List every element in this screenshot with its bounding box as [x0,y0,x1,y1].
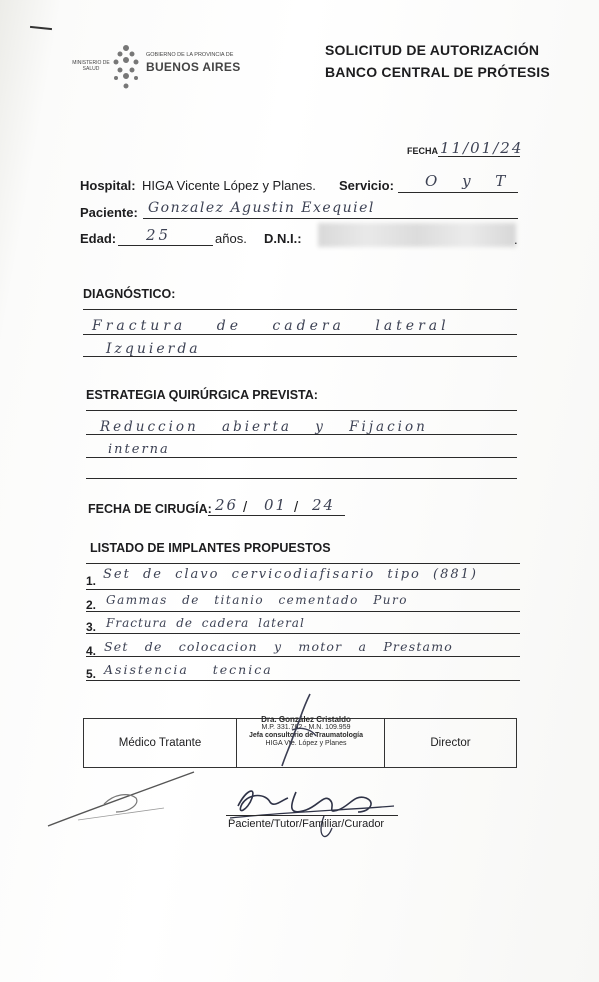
estrategia-label: ESTRATEGIA QUIRÚRGICA PREVISTA: [86,388,318,402]
faded-stamp-signature [44,764,204,834]
edad-label: Edad: [80,231,117,246]
implant-item: Fractura de cadera lateral [106,616,305,630]
implant-item: Asistencia tecnica [104,662,273,677]
implant-item: Set de clavo cervicodiafisario tipo (881) [103,567,478,582]
diagnostico-line-2: Izquierda [106,341,201,357]
medico-tratante-cell [84,719,237,768]
doctor-signature [272,690,332,770]
cirugia-month: 01 [264,496,288,514]
scan-mark [30,26,52,30]
implant-rule [86,589,520,590]
servicio-label: Servicio: [339,178,394,193]
government-label: GOBIERNO DE LA PROVINCIA DE [146,52,234,58]
paciente-underline [143,218,518,219]
servicio-value: O y T [425,172,516,190]
hospital-label: Hospital: [80,178,136,193]
hospital-value: HIGA Vicente López y Planes. [142,178,316,193]
estrategia-rule-4 [86,478,517,479]
implant-rule [86,633,520,634]
implant-rule [86,611,520,612]
implantes-rule-top [86,563,520,564]
stamp-hospital: HIGA Vte. López y Planes [265,740,347,747]
dni-redacted-value [318,223,516,247]
servicio-underline [398,192,518,193]
estrategia-rule-1 [86,410,517,411]
director-cell [385,719,517,768]
implant-rule [86,656,520,657]
estrategia-line-2: interna [108,442,170,457]
stamp-position: Jefa consultorio de Traumatología [249,732,363,739]
diagnostico-rule-2 [83,334,517,335]
edad-underline [118,245,213,246]
implant-number: 1. [86,574,97,588]
diagnostico-rule-1 [83,309,517,310]
patient-signature-label: Paciente/Tutor/Familiar/Curador [228,818,385,830]
implant-rule [86,680,520,681]
diagnostico-label: DIAGNÓSTICO: [83,287,176,301]
patient-signature-rule [226,815,398,816]
patient-signature [226,776,396,846]
implant-item: Set de colocacion y motor a Prestamo [104,639,453,654]
implant-number: 4. [86,644,97,658]
director-label: Director [430,737,471,749]
cirugia-sep-1: / [243,499,248,516]
estrategia-line-1: Reduccion abierta y Fijacion [100,419,428,435]
dni-label: D.N.I.: [264,231,302,246]
implantes-label: LISTADO DE IMPLANTES PROPUESTOS [90,541,331,555]
cirugia-day: 26 [215,496,239,514]
implant-number: 2. [86,598,97,612]
cirugia-sep-2: / [294,499,299,516]
medico-tratante-label: Médico Tratante [118,737,202,749]
paciente-value: Gonzalez Agustin Exequiel [148,200,375,216]
edad-value: 25 [146,226,172,244]
diagnostico-rule-3 [83,356,517,357]
implant-item: Gammas de titanio cementado Puro [106,593,408,607]
ministry-label: MINISTERIO DE SALUD [72,60,110,72]
paciente-label: Paciente: [80,205,138,220]
estrategia-rule-2 [86,434,517,435]
implant-number: 3. [86,620,97,634]
implant-number: 5. [86,667,97,681]
cirugia-year: 24 [312,496,336,514]
stamp-registration: M.P. 331.762 - M.N. 109.959 [261,724,351,731]
edad-unit: años. [215,231,247,246]
dni-end-dot: . [514,232,518,247]
province-shield-icon [108,40,144,92]
fecha-underline [438,156,520,157]
stamp-name: Dra. González Cristaldo [261,715,351,724]
cirugia-label: FECHA DE CIRUGÍA: [88,502,212,516]
document-title: SOLICITUD DE AUTORIZACIÓN [325,42,540,58]
document-subtitle: BANCO CENTRAL DE PRÓTESIS [325,64,550,80]
cirugia-underline [208,515,345,516]
diagnostico-line-1: Fractura de cadera lateral [92,318,450,334]
fecha-label: FECHA [407,146,438,156]
province-name: BUENOS AIRES [146,60,241,74]
fecha-value: 11/01/24 [440,139,524,157]
estrategia-rule-3 [86,457,517,458]
